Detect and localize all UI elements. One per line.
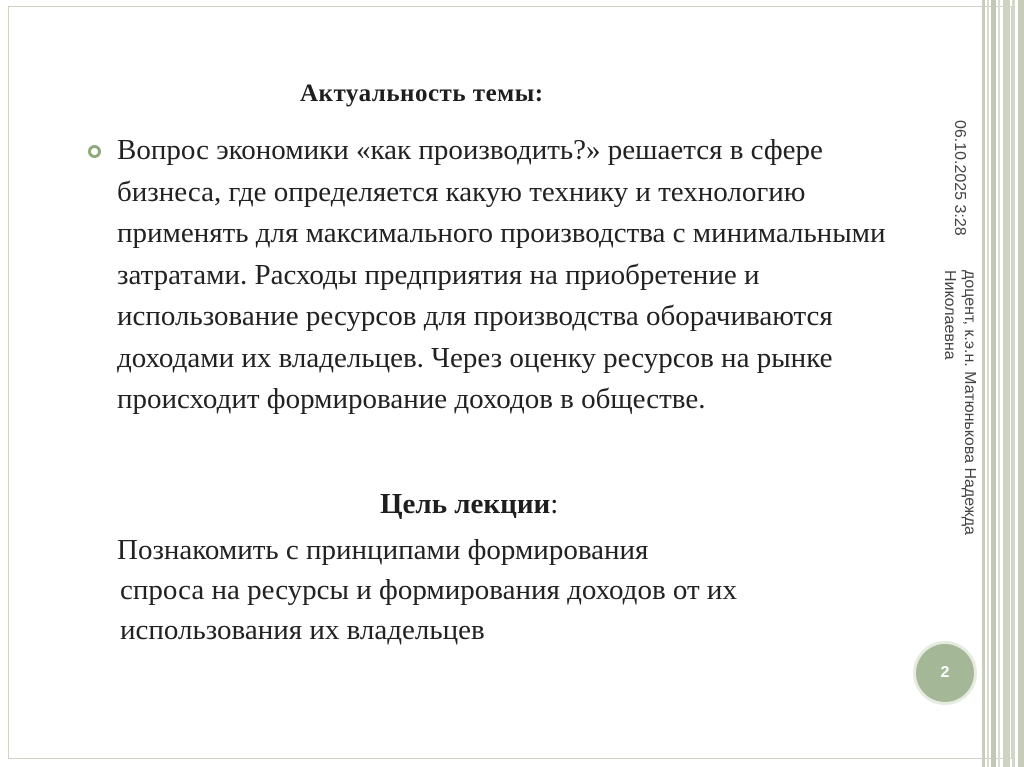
stripe: [991, 0, 996, 767]
sidebar-author-line1: доцент, к.э.н. Матюнькова Надежда: [961, 270, 978, 535]
goal-heading-text: Цель лекции: [380, 488, 551, 520]
slide-title: [300, 80, 720, 108]
goal-heading-colon: :: [550, 488, 559, 520]
sidebar-date: 06.10.2025 3:28: [951, 120, 968, 236]
stripe: [1003, 0, 1010, 767]
goal-heading: [380, 488, 780, 521]
bullet-circle-icon: [88, 145, 101, 158]
page-number-badge: [916, 644, 974, 702]
page-number: 2: [940, 664, 950, 681]
slide-title-text: Актуальность темы:: [300, 80, 544, 107]
stripe: [1018, 0, 1024, 767]
stripe: [998, 0, 1000, 767]
goal-line: Познакомить с принципами формирования: [117, 534, 649, 566]
sidebar-author-line2: Николаевна: [941, 270, 958, 360]
goal-text: [117, 530, 907, 650]
decorative-stripes: [982, 0, 1024, 767]
goal-line: спроса на ресурсы и формирования доходов от их: [120, 574, 737, 606]
goal-line: использования их владельцев: [120, 614, 485, 646]
stripe: [982, 0, 985, 767]
stripe: [1012, 0, 1015, 767]
bullet-paragraph: Вопрос экономики «как производить?» решается в сфере бизнеса, где определяется какую технику и технологию применять для максимального производства с минимальными затратами. Расходы предприятия на приобретение и использование ресурсов для производства оборачиваются доходами их владельцев. Через оценку ресурсов на рынке происходит формирование доходов в обществе.: [117, 134, 886, 415]
stripe: [987, 0, 989, 767]
